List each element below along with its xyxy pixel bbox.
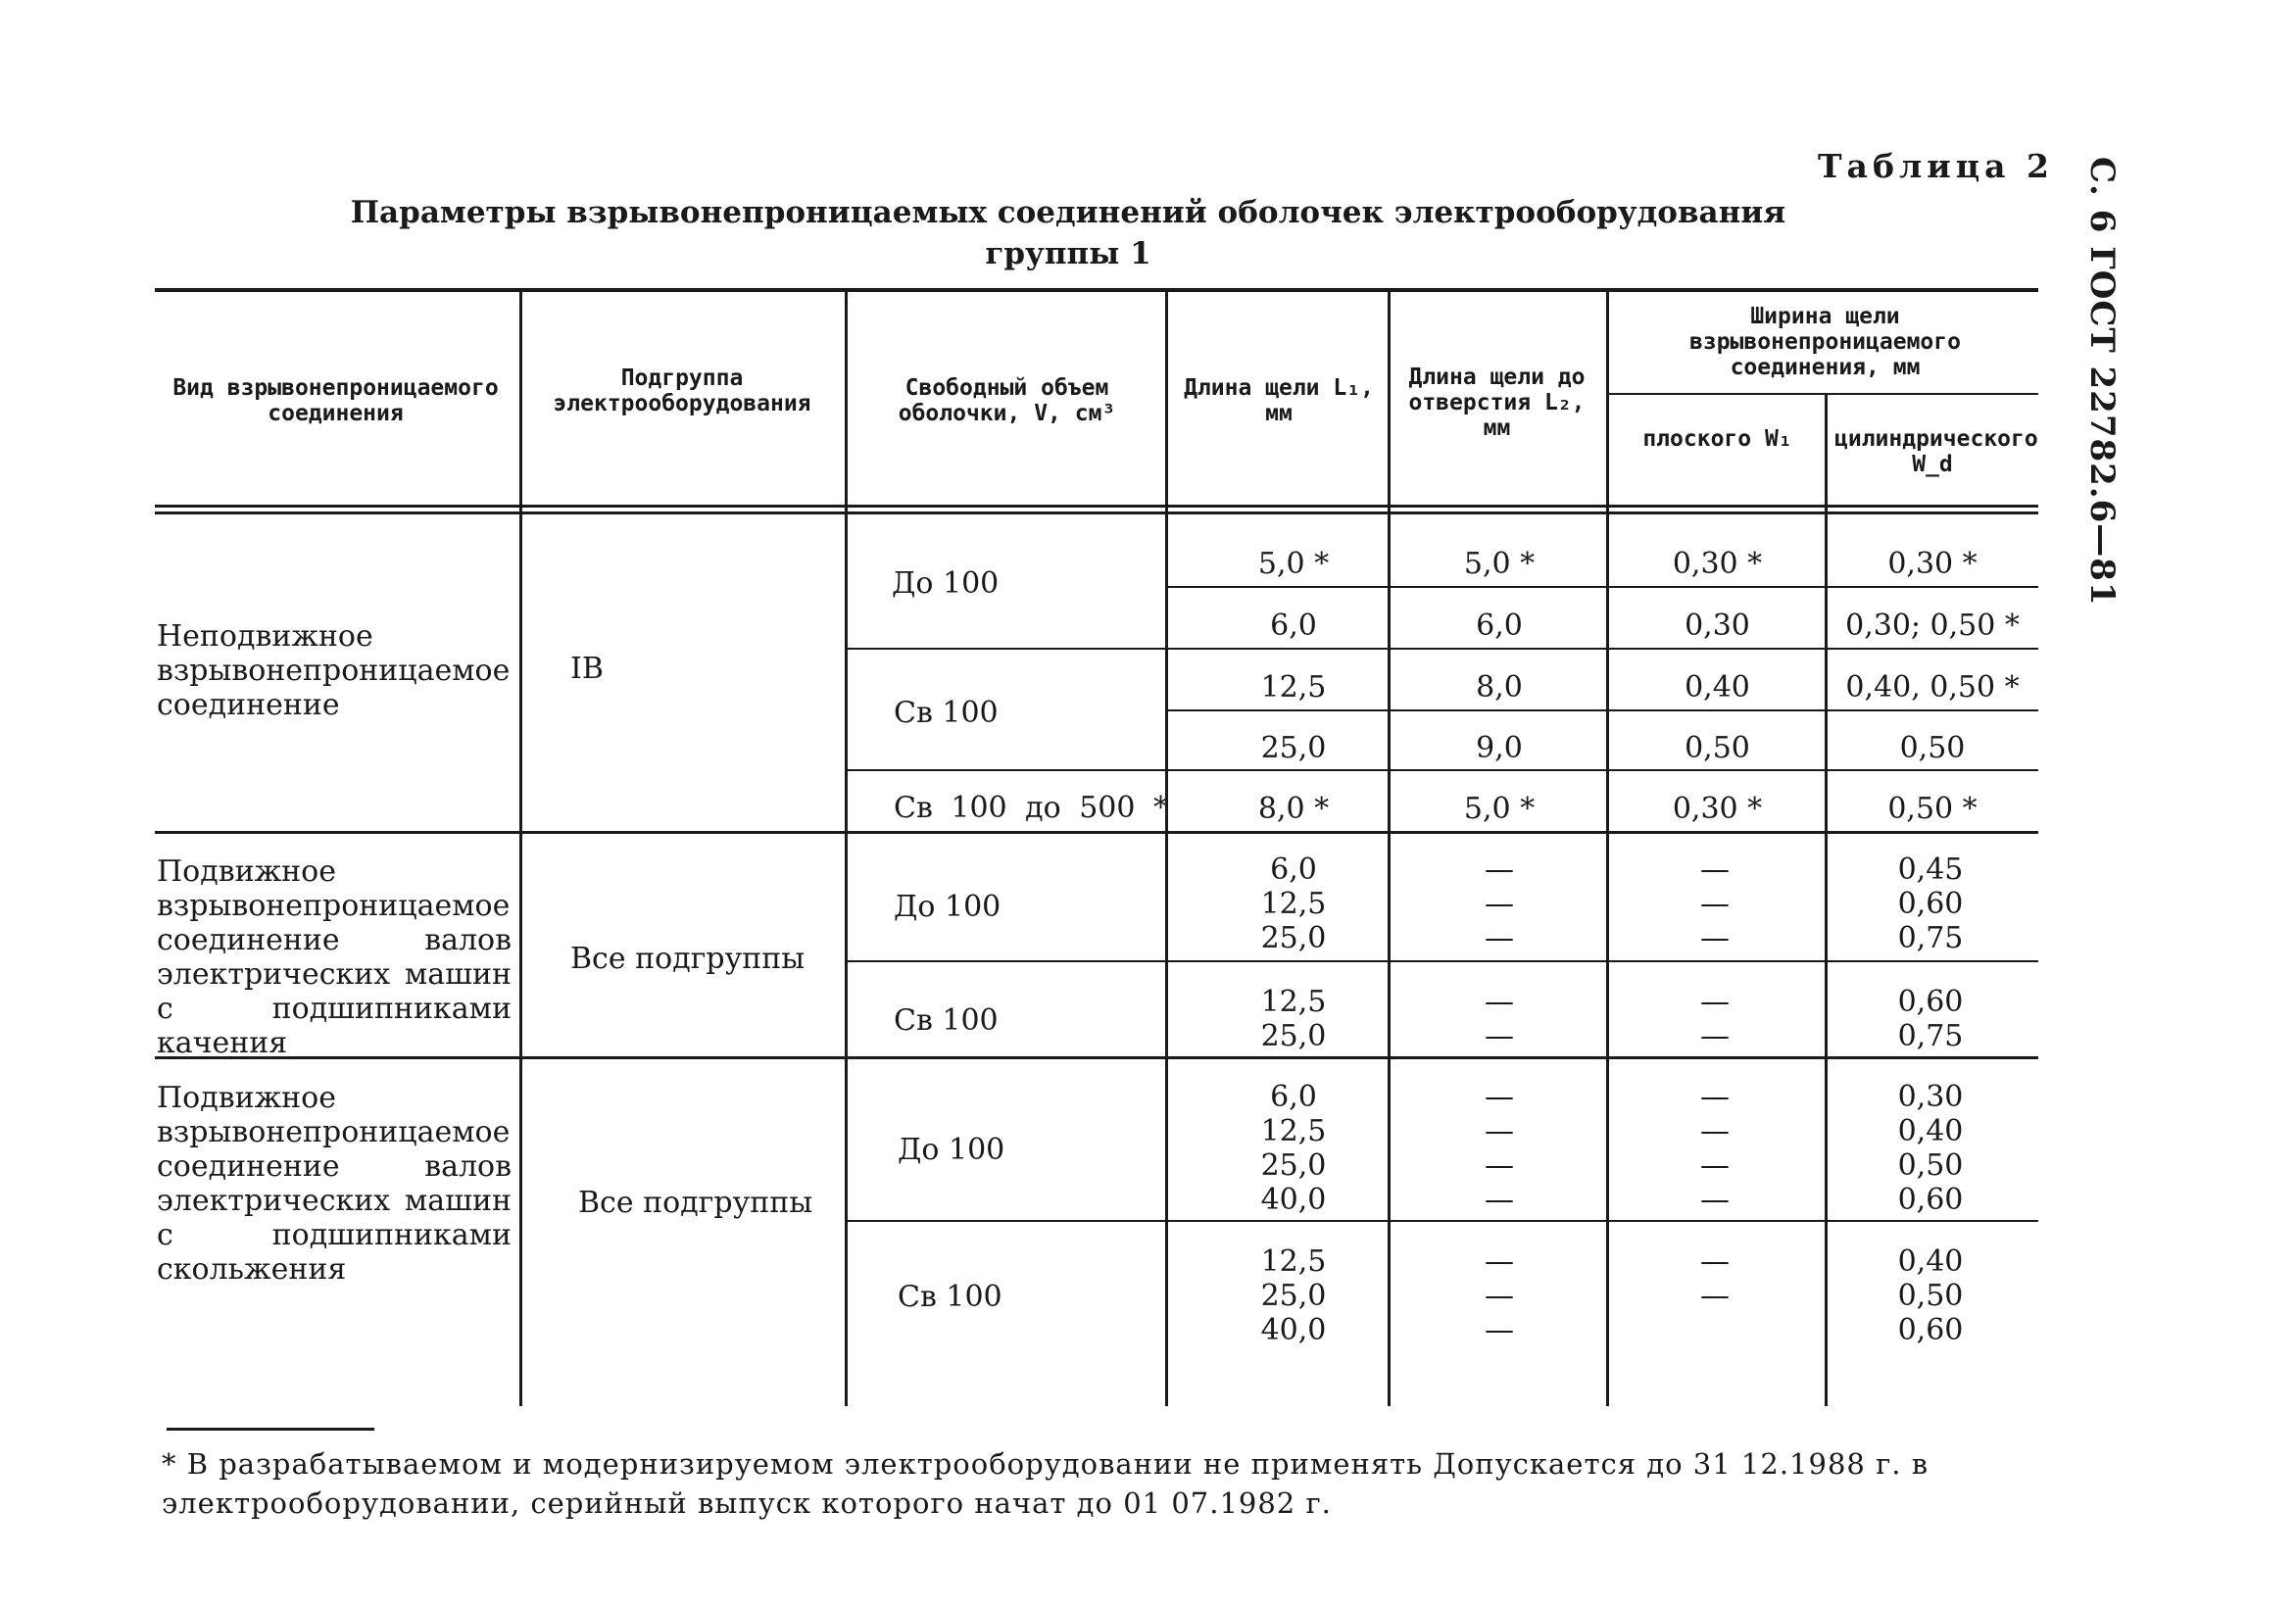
running-header-text: С. 6 ГОСТ 22782.6—81 bbox=[2082, 157, 2122, 607]
dash-value: — bbox=[1700, 1019, 1730, 1053]
header-rule-1 bbox=[155, 505, 2038, 508]
l1-value: 5,0 * bbox=[1257, 547, 1330, 581]
wd-value: 0,40 bbox=[1897, 1244, 1964, 1279]
header-subgroup: Подгруппа электрооборудования bbox=[553, 365, 811, 416]
l1-value: 25,0 bbox=[1260, 921, 1327, 955]
dash-value: — bbox=[1485, 852, 1514, 887]
table-top-rule bbox=[155, 288, 2038, 292]
l1-value: 12,5 bbox=[1260, 887, 1327, 921]
volume-value: До 100 bbox=[894, 890, 1001, 924]
l1-value: 40,0 bbox=[1260, 1183, 1327, 1217]
row-rule bbox=[848, 1220, 2038, 1222]
l1-value: 8,0 * bbox=[1257, 792, 1330, 826]
wd-value: 0,60 bbox=[1897, 985, 1964, 1019]
w1-value: 0,30 bbox=[1685, 609, 1750, 643]
volume-value: Св 100 bbox=[898, 1280, 1002, 1314]
dash-value: — bbox=[1700, 887, 1730, 921]
dash-value: — bbox=[1485, 1313, 1514, 1347]
wd-value: 0,75 bbox=[1897, 1019, 1964, 1053]
l1-value: 12,5 bbox=[1260, 985, 1327, 1019]
volume-value: До 100 bbox=[898, 1133, 1005, 1167]
dash-value: — bbox=[1485, 887, 1514, 921]
l1-value: 25,0 bbox=[1260, 731, 1327, 765]
dash-value: — bbox=[1485, 921, 1514, 955]
wd-value: 0,30 bbox=[1897, 1080, 1964, 1114]
wd-value: 0,50 * bbox=[1887, 792, 1978, 826]
dash-value: — bbox=[1700, 1183, 1730, 1217]
dash-value: — bbox=[1485, 1148, 1514, 1183]
footnote-text: * В разрабатываемом и модернизируемом электрооборудовании не применять Допускается до 31 12.1988 г. в электрооборудовании, серийный выпуск которого начат до 01 07.1982 г. bbox=[162, 1447, 1930, 1520]
wd-value: 0,50 bbox=[1897, 1148, 1964, 1183]
l1-value: 12,5 bbox=[1260, 1114, 1327, 1148]
volume-value: До 100 bbox=[892, 566, 1000, 601]
l1-value: 12,5 bbox=[1260, 670, 1327, 705]
header-gap-width-group: Ширина щели взрывонепроницаемого соединения, мм bbox=[1689, 304, 1961, 380]
column-divider bbox=[1165, 292, 1168, 1406]
l2-value: 5,0 * bbox=[1463, 792, 1536, 826]
footnote-separator bbox=[167, 1428, 374, 1431]
l1-value: 6,0 bbox=[1270, 609, 1317, 643]
section-rule bbox=[155, 831, 2038, 834]
l1-value: 25,0 bbox=[1260, 1279, 1327, 1313]
wd-value: 0,50 bbox=[1899, 731, 1966, 765]
dash-value: — bbox=[1700, 1080, 1730, 1114]
header-cylindrical: цилиндрического W_d bbox=[1834, 426, 2038, 477]
l1-value: 25,0 bbox=[1260, 1148, 1327, 1183]
wd-value: 0,40, 0,50 * bbox=[1845, 670, 2020, 705]
l2-value: 6,0 bbox=[1476, 609, 1523, 643]
l2-value: 9,0 bbox=[1476, 731, 1523, 765]
column-divider bbox=[1388, 292, 1391, 1406]
wd-value: 0,50 bbox=[1897, 1279, 1964, 1313]
column-divider bbox=[845, 292, 848, 1406]
connection-type-rolling-bearings: Подвижное взрывонепроницаемое соединение валов электрических машин с подшипниками качения bbox=[157, 854, 512, 1060]
dash-value: — bbox=[1700, 1279, 1730, 1313]
subheader-rule bbox=[1609, 393, 2038, 395]
table-title: Параметры взрывонепроницаемых соединений оболочек электрооборудования группы 1 bbox=[350, 195, 1786, 271]
header-flat: плоского W₁ bbox=[1642, 426, 1792, 452]
row-rule bbox=[1168, 586, 2038, 588]
wd-value: 0,30 * bbox=[1887, 547, 1978, 581]
side-running-header bbox=[2082, 157, 2161, 607]
row-rule bbox=[848, 769, 2038, 771]
row-rule bbox=[848, 960, 2038, 962]
header-gap-length: Длина щели L₁, мм bbox=[1184, 375, 1374, 426]
dash-value: — bbox=[1700, 1114, 1730, 1148]
wd-value: 0,60 bbox=[1897, 887, 1964, 921]
dash-value: — bbox=[1485, 1019, 1514, 1053]
header-gap-length-to-hole: Длина щели до отверстия L₂, мм bbox=[1408, 365, 1586, 441]
l1-value: 12,5 bbox=[1260, 1244, 1327, 1279]
header-free-volume: Свободный объем оболочки, V, см³ bbox=[898, 375, 1116, 426]
header-connection-type: Вид взрывонепроницаемого соединения bbox=[172, 375, 499, 426]
dash-value: — bbox=[1485, 1183, 1514, 1217]
wd-value: 0,40 bbox=[1897, 1114, 1964, 1148]
w1-value: 0,50 bbox=[1685, 731, 1750, 765]
row-rule bbox=[1168, 709, 2038, 711]
subgroup-value: Все подгруппы bbox=[578, 1186, 813, 1220]
column-divider bbox=[1606, 292, 1609, 1406]
dash-value: — bbox=[1700, 921, 1730, 955]
wd-value: 0,75 bbox=[1897, 921, 1964, 955]
dash-value: — bbox=[1485, 1080, 1514, 1114]
volume-value: Св 100 bbox=[894, 696, 999, 730]
wd-value: 0,45 bbox=[1897, 852, 1964, 887]
l1-value: 25,0 bbox=[1260, 1019, 1327, 1053]
dash-value: — bbox=[1700, 852, 1730, 887]
connection-type-fixed: Неподвижное взрывонепроницаемое соединение bbox=[157, 619, 511, 722]
header-rule-2 bbox=[155, 511, 2038, 514]
connection-type-sliding-bearings: Подвижное взрывонепроницаемое соединение валов электрических машин с подшипниками скольжения bbox=[157, 1081, 512, 1287]
column-divider bbox=[519, 292, 522, 1406]
dash-value: — bbox=[1485, 1114, 1514, 1148]
column-divider bbox=[1825, 395, 1828, 1406]
wd-value: 0,30; 0,50 * bbox=[1845, 609, 2020, 643]
volume-value: Св 100 bbox=[894, 1003, 999, 1038]
dash-value: — bbox=[1485, 1279, 1514, 1313]
wd-value: 0,60 bbox=[1897, 1183, 1964, 1217]
wd-value: 0,60 bbox=[1897, 1313, 1964, 1347]
dash-value: — bbox=[1700, 985, 1730, 1019]
l2-value: 8,0 bbox=[1476, 670, 1523, 705]
row-rule bbox=[848, 648, 2038, 650]
l1-value: 40,0 bbox=[1260, 1313, 1327, 1347]
subgroup-value: Все подгруппы bbox=[570, 942, 806, 976]
dash-value: — bbox=[1700, 1244, 1730, 1279]
l2-value: 5,0 * bbox=[1463, 547, 1536, 581]
table-number-label: Таблица 2 bbox=[1818, 147, 2054, 185]
dash-value: — bbox=[1700, 1148, 1730, 1183]
dash-value: — bbox=[1485, 1244, 1514, 1279]
w1-value: 0,30 * bbox=[1672, 792, 1763, 826]
w1-value: 0,40 bbox=[1685, 670, 1750, 705]
volume-value: Св 100 до 500 * bbox=[894, 791, 1168, 825]
w1-value: 0,30 * bbox=[1672, 547, 1763, 581]
l1-value: 6,0 bbox=[1270, 1080, 1317, 1114]
dash-value: — bbox=[1485, 985, 1514, 1019]
subgroup-value: IB bbox=[570, 652, 604, 686]
l1-value: 6,0 bbox=[1270, 852, 1317, 887]
